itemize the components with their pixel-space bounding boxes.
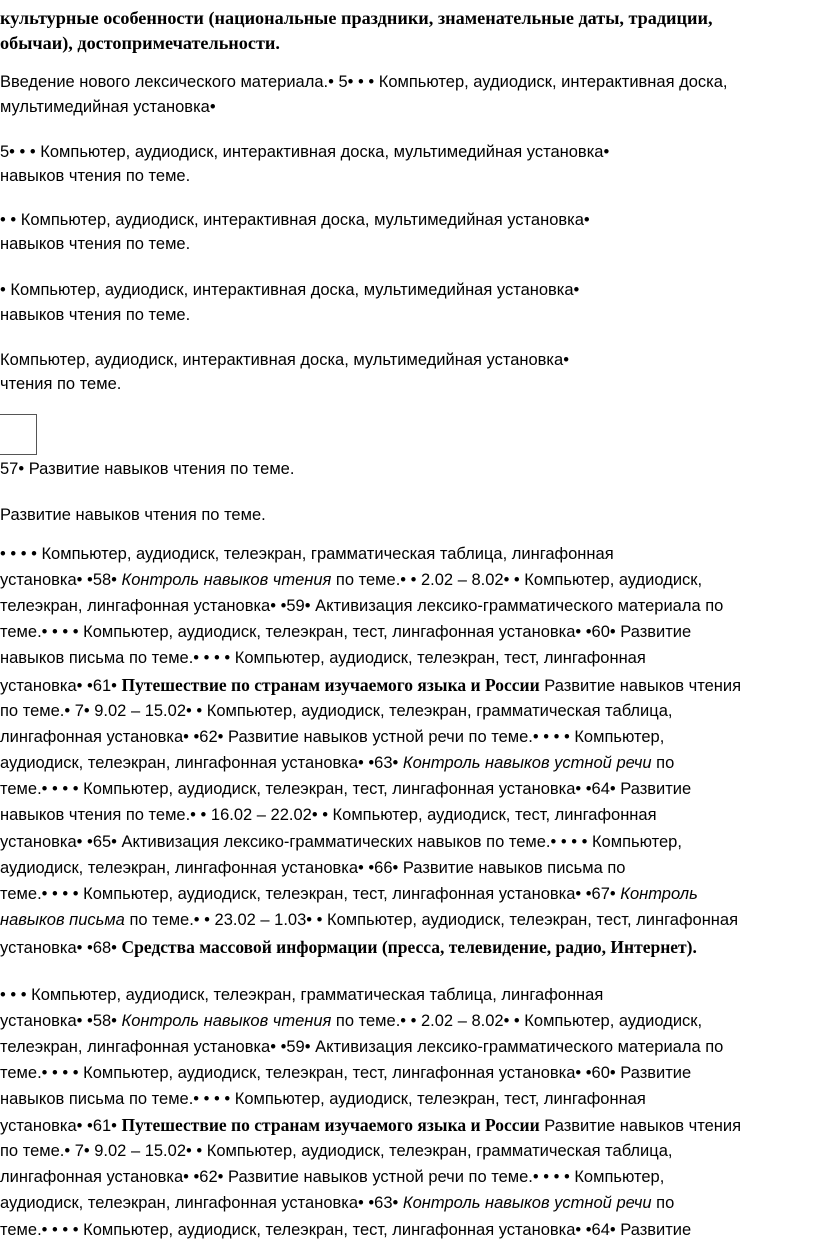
paragraph-line (0, 935, 697, 960)
paragraph-line: чтения по теме. (0, 375, 122, 393)
paragraph-line (0, 1009, 702, 1033)
paragraph-line: навыков письма по теме.• • • • Компьютер, аудиодиск, телеэкран, тест, лингафонная (0, 1090, 646, 1108)
paragraph-line: лингафонная установка• •62• Развитие навыков устной речи по теме.• • • • Компьютер, (0, 1168, 665, 1186)
paragraph-line: 57• Развитие навыков чтения по теме. (0, 460, 295, 478)
paragraph-line (0, 673, 741, 698)
paragraph-line: навыков чтения по теме.• • 16.02 – 22.02• • Компьютер, аудиодиск, тест, лингафонная (0, 806, 657, 824)
paragraph-line: установка• •65• Активизация лексико-грамматических навыков по теме.• • • • Компьютер, (0, 833, 682, 851)
italic-text-run: Контроль навыков чтения (121, 571, 332, 589)
paragraph-line: телеэкран, лингафонная установка• •59• Активизация лексико-грамматического материала по (0, 1038, 724, 1056)
paragraph-line: • • • • Компьютер, аудиодиск, телеэкран, грамматическая таблица, лингафонная (0, 545, 614, 563)
paragraph-line: навыков чтения по теме. (0, 235, 191, 253)
paragraph-line: Компьютер, аудиодиск, интерактивная доска, мультимедийная установка• (0, 351, 569, 369)
bold-text-run: Путешествие по странам изучаемого языка и России (121, 675, 540, 695)
paragraph-line (0, 751, 674, 775)
bold-text-run: Путешествие по странам изучаемого языка и России (121, 1115, 540, 1135)
text-run: аудиодиск, телеэкран, лингафонная установка• •63• (0, 1194, 403, 1212)
paragraph-line: • Компьютер, аудиодиск, интерактивная доска, мультимедийная установка• (0, 281, 580, 299)
paragraph-line: Развитие навыков чтения по теме. (0, 506, 266, 524)
paragraph-line: теме.• • • • Компьютер, аудиодиск, телеэкран, тест, лингафонная установка• •60• Развитие (0, 623, 692, 641)
italic-text-run: Контроль навыков устной речи (402, 754, 652, 772)
text-run: Развитие навыков чтения (539, 1117, 742, 1135)
italic-text-run: навыков письма (0, 911, 125, 929)
paragraph-line: навыков чтения по теме. (0, 306, 191, 324)
paragraph-line (0, 1191, 674, 1215)
paragraph-line: аудиодиск, телеэкран, лингафонная установка• •66• Развитие навыков письма по (0, 859, 626, 877)
paragraph-line (0, 908, 738, 932)
paragraph-line: • • • Компьютер, аудиодиск, телеэкран, грамматическая таблица, лингафонная (0, 986, 604, 1004)
text-run: по теме.• • 23.02 – 1.03• • Компьютер, аудиодиск, телеэкран, тест, лингафонная (124, 911, 739, 929)
text-run: установка• •68• (0, 939, 122, 957)
paragraph-line: лингафонная установка• •62• Развитие навыков устной речи по теме.• • • • Компьютер, (0, 728, 665, 746)
text-run: установка• •61• (0, 677, 122, 695)
text-run: по теме.• • 2.02 – 8.02• • Компьютер, аудиодиск, (331, 1012, 703, 1030)
paragraph-line: 5• • • Компьютер, аудиодиск, интерактивная доска, мультимедийная установка• (0, 143, 610, 161)
paragraph-line: Введение нового лексического материала.• 5• • • Компьютер, аудиодиск, интерактивная доска, (0, 73, 728, 91)
paragraph-line: телеэкран, лингафонная установка• •59• Активизация лексико-грамматического материала по (0, 597, 724, 615)
text-run: теме.• • • • Компьютер, аудиодиск, телеэкран, тест, лингафонная установка• •67• (0, 885, 621, 903)
paragraph-line: навыков письма по теме.• • • • Компьютер, аудиодиск, телеэкран, тест, лингафонная (0, 649, 646, 667)
paragraph-line: навыков чтения по теме. (0, 167, 191, 185)
heading-line: обычаи), достопримечательности. (0, 33, 280, 53)
text-run: аудиодиск, телеэкран, лингафонная установка• •63• (0, 754, 403, 772)
paragraph-line: теме.• • • • Компьютер, аудиодиск, телеэкран, тест, лингафонная установка• •60• Развитие (0, 1064, 692, 1082)
paragraph-line: мультимедийная установка• (0, 98, 216, 116)
italic-text-run: Контроль (620, 885, 698, 903)
heading-line: культурные особенности (национальные праздники, знаменательные даты, традиции, (0, 8, 713, 28)
paragraph-line: по теме.• 7• 9.02 – 15.02• • Компьютер, аудиодиск, телеэкран, грамматическая таблица, (0, 702, 673, 720)
paragraph-line: • • Компьютер, аудиодиск, интерактивная доска, мультимедийная установка• (0, 211, 590, 229)
text-run: по (651, 754, 675, 772)
italic-text-run: Контроль навыков устной речи (402, 1194, 652, 1212)
paragraph-line (0, 882, 698, 906)
text-run: Развитие навыков чтения (539, 677, 742, 695)
text-run: по теме.• • 2.02 – 8.02• • Компьютер, аудиодиск, (331, 571, 703, 589)
empty-table-cell (0, 414, 37, 455)
paragraph-line: теме.• • • • Компьютер, аудиодиск, телеэкран, тест, лингафонная установка• •64• Развитие (0, 1221, 692, 1239)
text-run: установка• •58• (0, 1012, 122, 1030)
paragraph-line (0, 1113, 741, 1138)
paragraph-line: теме.• • • • Компьютер, аудиодиск, телеэкран, тест, лингафонная установка• •64• Развитие (0, 780, 692, 798)
text-run: по (651, 1194, 675, 1212)
paragraph-line (0, 568, 702, 592)
paragraph-line: по теме.• 7• 9.02 – 15.02• • Компьютер, аудиодиск, телеэкран, грамматическая таблица, (0, 1142, 673, 1160)
bold-text-run: Средства массовой информации (пресса, телевидение, радио, Интернет). (121, 937, 697, 957)
text-run: установка• •58• (0, 571, 122, 589)
text-run: установка• •61• (0, 1117, 122, 1135)
italic-text-run: Контроль навыков чтения (121, 1012, 332, 1030)
